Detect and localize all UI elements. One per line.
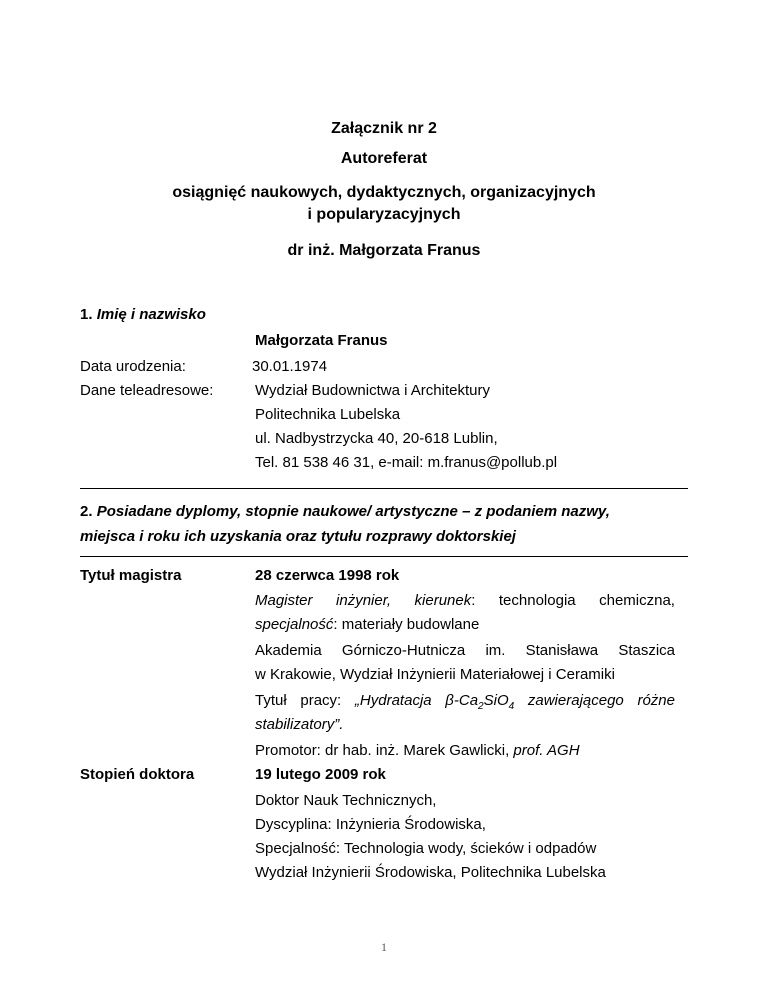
doctorate-line: Wydział Inżynierii Środowiska, Politechnika Lubelska (255, 864, 606, 881)
section-divider (80, 556, 688, 557)
contact-line: ul. Nadbystrzycka 40, 20-618 Lublin, (255, 430, 498, 447)
masters-degree-line (255, 592, 675, 609)
subtitle-line-1: osiągnięć naukowych, dydaktycznych, organizacyjnych (172, 184, 596, 201)
doctorate-line: Specjalność: Technologia wody, ścieków i odpadów (255, 840, 597, 857)
masters-promoter (255, 742, 580, 759)
document-title: Autoreferat (340, 150, 428, 167)
masters-label: Tytuł magistra (80, 567, 182, 584)
thesis-label: Tytuł pracy: (255, 692, 342, 709)
thesis-part: zawierającego różne (514, 692, 675, 709)
subtitle-line-2: i popularyzacyjnych (307, 206, 461, 223)
thesis-title (354, 692, 675, 712)
masters-specialization (255, 616, 479, 633)
section-2-title-line-2: miejsca i roku ich uzyskania oraz tytułu rozprawy doktorskiej (80, 528, 516, 545)
university-word: Akademia (255, 642, 322, 659)
contact-line: Wydział Budownictwa i Architektury (255, 382, 490, 399)
degree-field-label: kierunek (414, 592, 472, 609)
doctorate-line: Doktor Nauk Technicznych, (255, 792, 437, 809)
masters-thesis-line (255, 692, 675, 712)
section-1-number: 1. (80, 306, 93, 323)
thesis-subscript: 4 (508, 701, 515, 712)
degree-word (415, 592, 476, 609)
dob-label: Data urodzenia: (80, 358, 186, 375)
page-number: 1 (381, 940, 387, 954)
section-2-number: 2. (80, 503, 93, 520)
masters-university-line (255, 642, 675, 659)
full-name: Małgorzata Franus (255, 332, 388, 349)
university-word: Górniczo-Hutnicza (341, 642, 466, 659)
contact-label: Dane teleadresowe: (80, 382, 214, 399)
section-2-title-line-1: Posiadane dyplomy, stopnie naukowe/ artystyczne – z podaniem nazwy, (96, 503, 610, 520)
thesis-subscript: 2 (478, 701, 484, 712)
thesis-part: „Hydratacja β-Ca (354, 692, 479, 709)
thesis-part: SiO (483, 692, 509, 709)
degree-word: chemiczna, (599, 592, 675, 609)
annex-label: Załącznik nr 2 (331, 120, 437, 137)
doctorate-label: Stopień doktora (80, 766, 195, 783)
university-word: Stanisława (525, 642, 599, 659)
degree-colon: : (471, 592, 476, 609)
spec-value: : materiały budowlane (333, 616, 480, 633)
university-word: Staszica (618, 642, 676, 659)
degree-word: Magister (255, 592, 313, 609)
degree-word: inżynier, (336, 592, 392, 609)
promoter-name: Promotor: dr hab. inż. Marek Gawlicki, (255, 742, 510, 759)
section-1-heading (80, 306, 206, 323)
dob-value: 30.01.1974 (252, 358, 328, 375)
section-divider (80, 488, 688, 489)
masters-thesis-line-2: stabilizatory”. (255, 716, 344, 733)
section-1-title: Imię i nazwisko (96, 306, 206, 323)
contact-line: Politechnika Lubelska (255, 406, 401, 423)
spec-label: specjalność (255, 616, 334, 633)
author-name: dr inż. Małgorzata Franus (287, 242, 481, 259)
section-2-heading (80, 503, 610, 520)
university-word: im. (485, 642, 506, 659)
masters-faculty: w Krakowie, Wydział Inżynierii Materiałowej i Ceramiki (255, 666, 615, 683)
degree-word: technologia (498, 592, 576, 609)
promoter-title: prof. AGH (513, 742, 580, 759)
masters-date: 28 czerwca 1998 rok (255, 567, 400, 584)
doctorate-line: Dyscyplina: Inżynieria Środowiska, (255, 816, 486, 833)
doctorate-date: 19 lutego 2009 rok (255, 766, 386, 783)
contact-line: Tel. 81 538 46 31, e-mail: m.franus@pollub.pl (255, 454, 558, 471)
